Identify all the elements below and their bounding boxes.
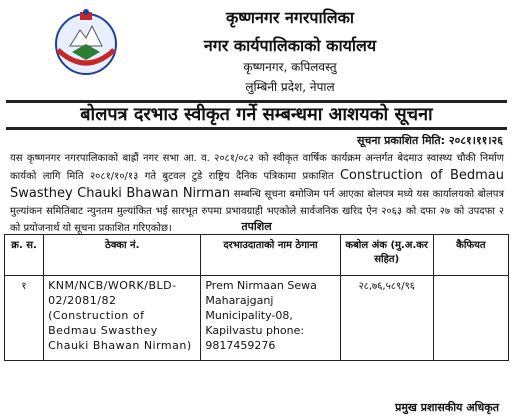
municipality-name: कृष्णनगर नगरपालिका [225,8,355,27]
address-line: कृष्णनगर, कपिलवस्तु [243,60,337,74]
body-part-1: यस कृष्णनगर नगरपालिकाको बाह्रौं नगर सभा आ. व. २०८१/०८२ को स्वीकृत वार्षिक कार्यक्रम अन्तर्गत बेदमाउ स्वास्थ्य चौकी निर्माण कार्यको लागि मिति २०८१/१०/१३ गते बुटवल टुडे राष्ट्रिय दैनिक पत्रिकामा प्रकाशित [10,153,504,182]
table-row [5,276,509,361]
letterhead [0,0,513,100]
cell-amount: २८,७६,५८९/९६ [340,276,433,361]
signatory: प्रमुख प्रशासकीय अधिकृत [395,401,499,414]
publish-date: सूचना प्रकाशित मिति: २०८१।११।२६ [356,134,503,147]
table-title: तपशिल [241,220,272,233]
details-table [4,234,509,361]
notice-title: बोलपत्र दरभाउ स्वीकृत गर्ने सम्बन्धमा आशयको सूचना [6,100,507,130]
cell-bidder: Prem Nirmaan Sewa Maharajganj Municipality-08, Kapilvastu phone: 9817459276 [201,276,340,361]
header-bidder: दरभाउदाताको नाम ठेगाना [201,235,340,276]
province-line: लुम्बिनी प्रदेश, नेपाल [245,80,335,94]
project-name: Construction of Bedmau Swasthey Chauki Bhawan Nirman [10,168,505,201]
table-header-row [5,235,509,276]
header-sn: क्र. स. [5,235,44,276]
cell-remarks [433,276,508,361]
header-amount: कबोल अंक (मु.अ.कर सहित) [340,235,433,276]
body-part-2: सम्बन्धि सूचना बमोजिम पर्न आएका बोलपत्र मध्ये यस कार्यालयको बोलपत्र मुल्यांकन समितिबाट न्युनतम मुल्यांकित भई सारभूत रुपमा प्रभावग्राही भएकोले सार्वजनिक खरिद ऐन २०६३ को दफा २७ को उपदफा २ को प्रयोजनार्थ यो सूचना प्रकाशित गरिएकोछ। [10,189,504,234]
cell-sn: १ [5,276,44,361]
cell-contract: KNM/NCB/WORK/BLD-02/2081/82 (Construction of Bedmau Swasthey Chauki Bhawan Nirman) [44,276,201,361]
office-name: नगर कार्यपालिकाको कार्यालय [203,36,377,55]
nepal-emblem-icon [50,6,122,78]
header-contract: ठेक्का नं. [44,235,201,276]
header-remarks: कैफियत [433,235,508,276]
